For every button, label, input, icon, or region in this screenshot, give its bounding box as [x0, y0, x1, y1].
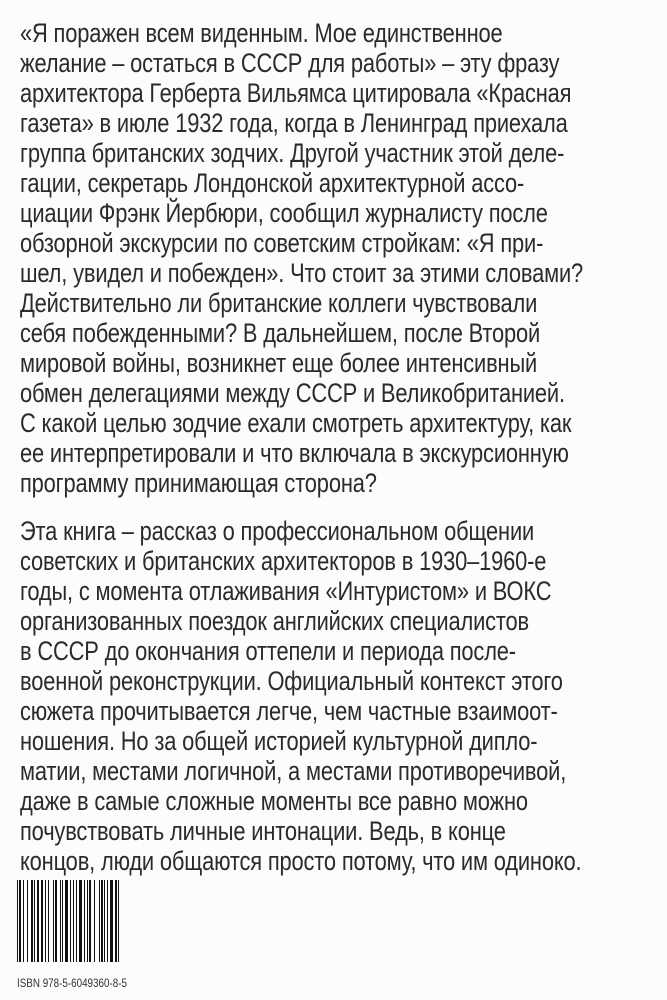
barcode-bar — [55, 880, 57, 962]
text-line: архитектора Герберта Вильямса цитировала «Красная — [20, 78, 572, 108]
text-line: С какой целью зодчие ехали смотреть архитектуру, как — [20, 408, 572, 438]
text-line: сюжета прочитывается легче, чем частные взаимоот- — [20, 696, 558, 726]
text-line: циации Фрэнк Йербюри, сообщил журналисту после — [20, 198, 548, 228]
text-line: Эта книга – рассказ о профессиональном общении — [20, 516, 535, 546]
barcode-bar — [53, 880, 54, 962]
barcode-bar — [94, 880, 95, 962]
barcode-bar — [110, 880, 113, 962]
text-line: обзорной экскурсии по советским стройкам: «Я при- — [20, 228, 544, 258]
text-line: организованных поездок английских специалистов — [20, 606, 529, 636]
barcode-bar — [99, 880, 100, 962]
barcode-bar — [76, 880, 78, 962]
barcode-bar — [62, 880, 63, 962]
text-line: даже в самые сложные моменты все равно можно — [20, 786, 528, 816]
barcode-bar — [34, 880, 35, 962]
text-line: мировой войны, возникнет еще более интенсивный — [20, 348, 538, 378]
text-line: группа британских зодчих. Другой участник этой деле- — [20, 138, 565, 168]
barcode-bar — [73, 880, 74, 962]
barcode-bar — [41, 880, 43, 962]
barcode-bar — [104, 880, 105, 962]
text-line: гации, секретарь Лондонской архитектурной ассо- — [20, 168, 525, 198]
text-line: шел, увидел и побежден». Что стоит за этими словами? — [20, 258, 584, 288]
barcode-bar — [27, 880, 28, 962]
text-line: Действительно ли британские коллеги чувствовали — [20, 288, 538, 318]
barcode-bar — [89, 880, 91, 962]
text-line: в СССР до окончания оттепели и периода после- — [20, 636, 516, 666]
barcode-bar — [118, 880, 119, 962]
barcode-bar — [19, 880, 21, 962]
barcode-bar — [65, 880, 68, 962]
text-line: концов, люди общаются просто потому, что им одиноко. — [20, 846, 582, 876]
barcode-bar — [79, 880, 82, 962]
barcode-bar — [84, 880, 85, 962]
barcode-bar — [107, 880, 109, 962]
description-paragraph-1 — [20, 18, 667, 498]
text-line: ее интерпретировали и что включала в экскурсионную — [20, 438, 569, 468]
text-line: обмен делегациями между СССР и Великобританией. — [20, 378, 565, 408]
barcode-bar — [48, 880, 49, 962]
barcode-bar — [60, 880, 61, 962]
barcode-bar — [23, 880, 24, 962]
barcode-bar — [17, 880, 18, 962]
text-line: военной реконструкции. Официальный контекст этого — [20, 666, 563, 696]
text-line: программу принимающая сторона? — [20, 468, 377, 498]
barcode-bar — [31, 880, 33, 962]
barcode-bar — [115, 880, 117, 962]
text-line: советских и британских архитекторов в 1930–1960-е — [20, 546, 547, 576]
text-line: ношения. Но за общей историей культурной дипло- — [20, 726, 538, 756]
barcode-bar — [70, 880, 71, 962]
text-line: матии, местами логичной, а местами противоречивой, — [20, 756, 567, 786]
text-line: желание – остаться в СССР для работы» – эту фразу — [20, 48, 560, 78]
barcode — [17, 880, 163, 962]
text-line: годы, с момента отлаживания «Интуристом» и ВОКС — [20, 576, 552, 606]
text-line: себя побежденными? В дальнейшем, после Второй — [20, 318, 541, 348]
text-line: «Я поражен всем виденным. Мое единственное — [20, 18, 503, 48]
isbn-label: ISBN 978-5-6049360-8-5 — [17, 976, 127, 990]
description-paragraph-2 — [20, 516, 667, 876]
barcode-bar — [87, 880, 88, 962]
text-line: почувствовать личные интонации. Ведь, в конце — [20, 816, 506, 846]
barcode-bar — [37, 880, 40, 962]
barcode-bar — [101, 880, 103, 962]
barcode-bar — [45, 880, 46, 962]
text-line: газета» в июле 1932 года, когда в Ленинград приехала — [20, 108, 568, 138]
